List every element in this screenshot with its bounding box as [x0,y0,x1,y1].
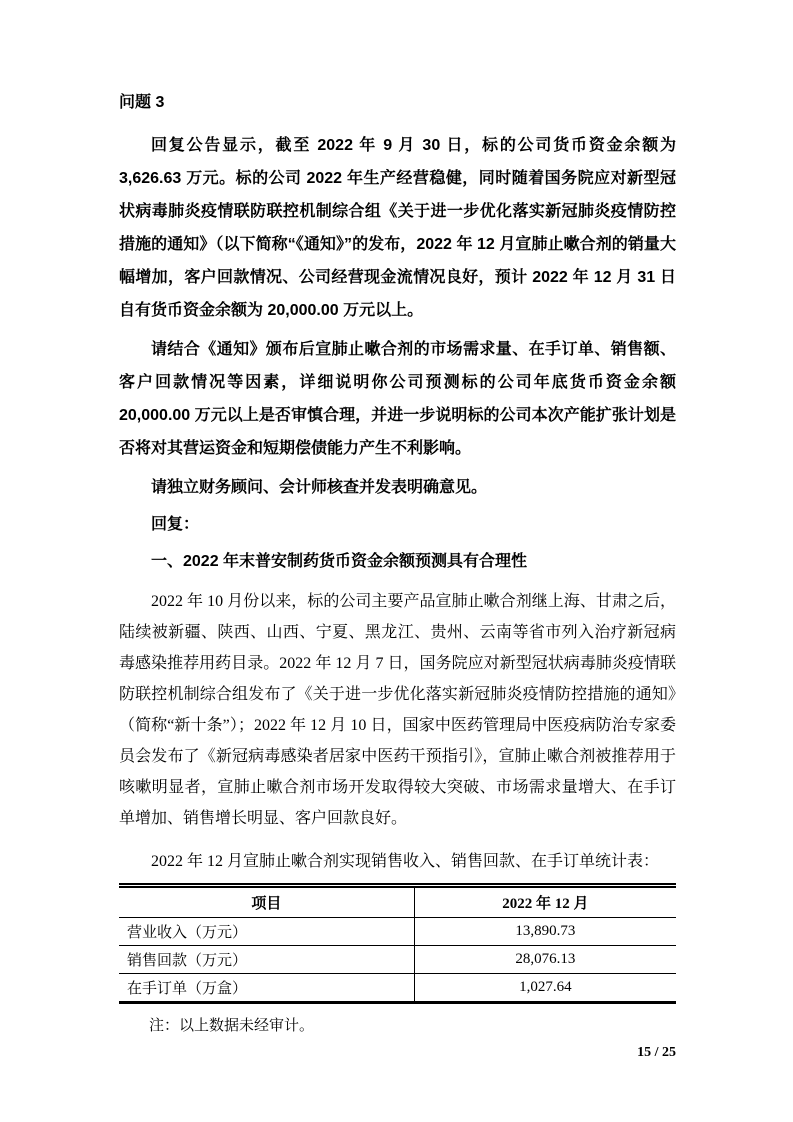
reply-paragraph-1: 2022 年 10 月份以来，标的公司主要产品宣肺止嗽合剂继上海、甘肃之后，陆续被新疆、陕西、山西、宁夏、黑龙江、贵州、云南等省市列入治疗新冠病毒感染推荐用药目录。2022 年 12 月 7 日，国务院应对新型冠状病毒肺炎疫情联防联控机制综合组发布了《关于进一步优化落实新冠肺炎疫情防控措施的通知》（简称“新十条”）；2022 年 12 月 10 日，国家中医药管理局中医疫病防治专家委员会发布了《新冠病毒感染者居家中医药干预指引》，宣肺止嗽合剂被推荐用于咳嗽明显者，宣肺止嗽合剂市场开发取得较大突破、市场需求量增大、在手订单增加、销售增长明显、客户回款良好。 [119,593,676,827]
table-header-period: 2022 年 12 月 [414,886,676,918]
question-title: 问题 3 [119,94,165,111]
table-row [119,974,676,1003]
table-cell-value: 28,076.13 [414,946,676,974]
table-cell-value: 1,027.64 [519,979,572,995]
table-note: 注：以上数据未经审计。 [149,1018,315,1034]
table-header-item: 项目 [119,886,414,918]
question-paragraph-1: 回复公告显示，截至 2022 年 9 月 30 日，标的公司货币资金余额为 3,626.63 万元。标的公司 2022 年生产经营稳健，同时随着国务院应对新型冠状病毒肺炎疫情联防联控机制综合组《关于进一步优化落实新冠肺炎疫情防控措施的通知》（以下简称“《通知》”的发布，2022 年 12 月宣肺止嗽合剂的销量大幅增加，客户回款情况、公司经营现金流情况良好，预计 2022 年 12 月 31 日自有货币资金余额为 20,000.00 万元以上。 [119,137,676,319]
reply-label: 回复： [151,516,200,533]
reply-section-1-heading: 一、2022 年末普安制药货币资金余额预测具有合理性 [151,553,528,570]
table-row [119,918,676,946]
page-number: 15 / 25 [637,1045,676,1060]
table-cell-item: 在手订单（万盒） [119,974,414,1003]
question-paragraph-3: 请独立财务顾问、会计师核查并发表明确意见。 [151,479,488,496]
table-cell-value: 13,890.73 [414,918,676,946]
table-header-row [119,886,676,918]
sales-statistics-table [119,883,676,1004]
table-intro-text: 2022 年 12 月宣肺止嗽合剂实现销售收入、销售回款、在手订单统计表： [151,853,660,870]
table-cell-item: 销售回款（万元） [119,946,414,974]
table-cell-item: 营业收入（万元） [119,918,414,946]
question-paragraph-2: 请结合《通知》颁布后宣肺止嗽合剂的市场需求量、在手订单、销售额、客户回款情况等因素，详细说明你公司预测标的公司年底货币资金余额 20,000.00 万元以上是否审慎合理，并进一步说明标的公司本次产能扩张计划是否将对其营运资金和短期偿债能力产生不利影响。 [119,341,676,457]
table-row [119,946,676,974]
